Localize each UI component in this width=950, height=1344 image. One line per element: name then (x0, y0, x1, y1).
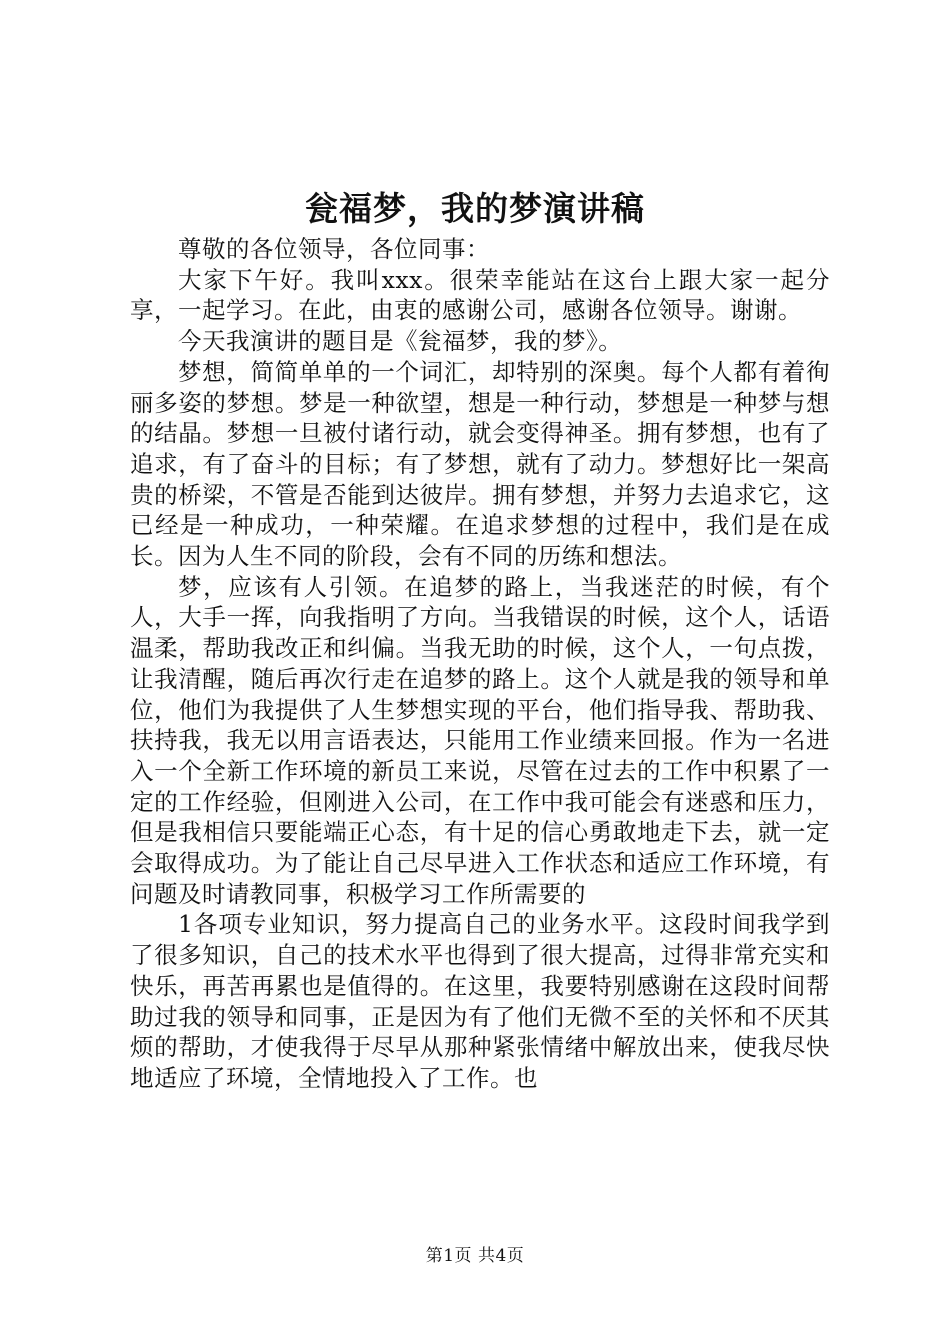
topic-paragraph: 今天我演讲的题目是《瓮福梦，我的梦》。 (178, 327, 623, 356)
greeting-paragraph: 大家下午好。我叫xxx。很荣幸能站在这台上跟大家一起分享，一起学习。在此，由衷的感谢公司，感谢各位领导。谢谢。 (130, 265, 830, 325)
document-body (130, 234, 830, 1094)
page-footer: 第1页 共4页 (425, 1246, 525, 1266)
guidance-paragraph: 梦，应该有人引领。在追梦的路上，当我迷茫的时候，有个人，大手一挥，向我指明了方向。当我错误的时候，这个人，话语温柔，帮助我改正和纠偏。当我无助的时候，这个人，一句点拨，让我清醒，随后再次行走在追梦的路上。这个人就是我的领导和单位，他们为我提供了人生梦想实现的平台，他们指导我、帮助我、扶持我，我无以用言语表达，只能用工作业绩来回报。作为一名进入一个全新工作环境的新员工来说，尽管在过去的工作中积累了一定的工作经验，但刚进入公司，在工作中我可能会有迷惑和压力，但是我相信只要能端正心态，有十足的信心勇敢地走下去，就一定会取得成功。为了能让自己尽早进入工作状态和适应工作环境，有问题及时请教同事，积极学习工作所需要的 (130, 572, 830, 908)
knowledge-paragraph: 1各项专业知识，努力提高自己的业务水平。这段时间我学到了很多知识，自己的技术水平也得到了很大提高，过得非常充实和快乐，再苦再累也是值得的。在这里，我要特别感谢在这段时间帮助过我的领导和同事，正是因为有了他们无微不至的关怀和不厌其烦的帮助，才使我得于尽早从那种紧张情绪中解放出来，使我尽快地适应了环境，全情地投入了工作。也 (130, 910, 830, 1092)
salutation-paragraph: 尊敬的各位领导，各位同事： (178, 235, 490, 263)
document-title: 瓮福梦，我的梦演讲稿 (305, 189, 645, 228)
dream-paragraph: 梦想，简简单单的一个词汇，却特别的深奥。每个人都有着徇丽多姿的梦想。梦是一种欲望，想是一种行动，梦想是一种梦与想的结晶。梦想一旦被付诸行动，就会变得神圣。拥有梦想，也有了追求，有了奋斗的目标；有了梦想，就有了动力。梦想好比一架高贵的桥梁，不管是否能到达彼岸。拥有梦想，并努力去追求它，这已经是一种成功，一种荣耀。在追求梦想的过程中，我们是在成长。因为人生不同的阶段，会有不同的历练和想法。 (130, 357, 830, 571)
